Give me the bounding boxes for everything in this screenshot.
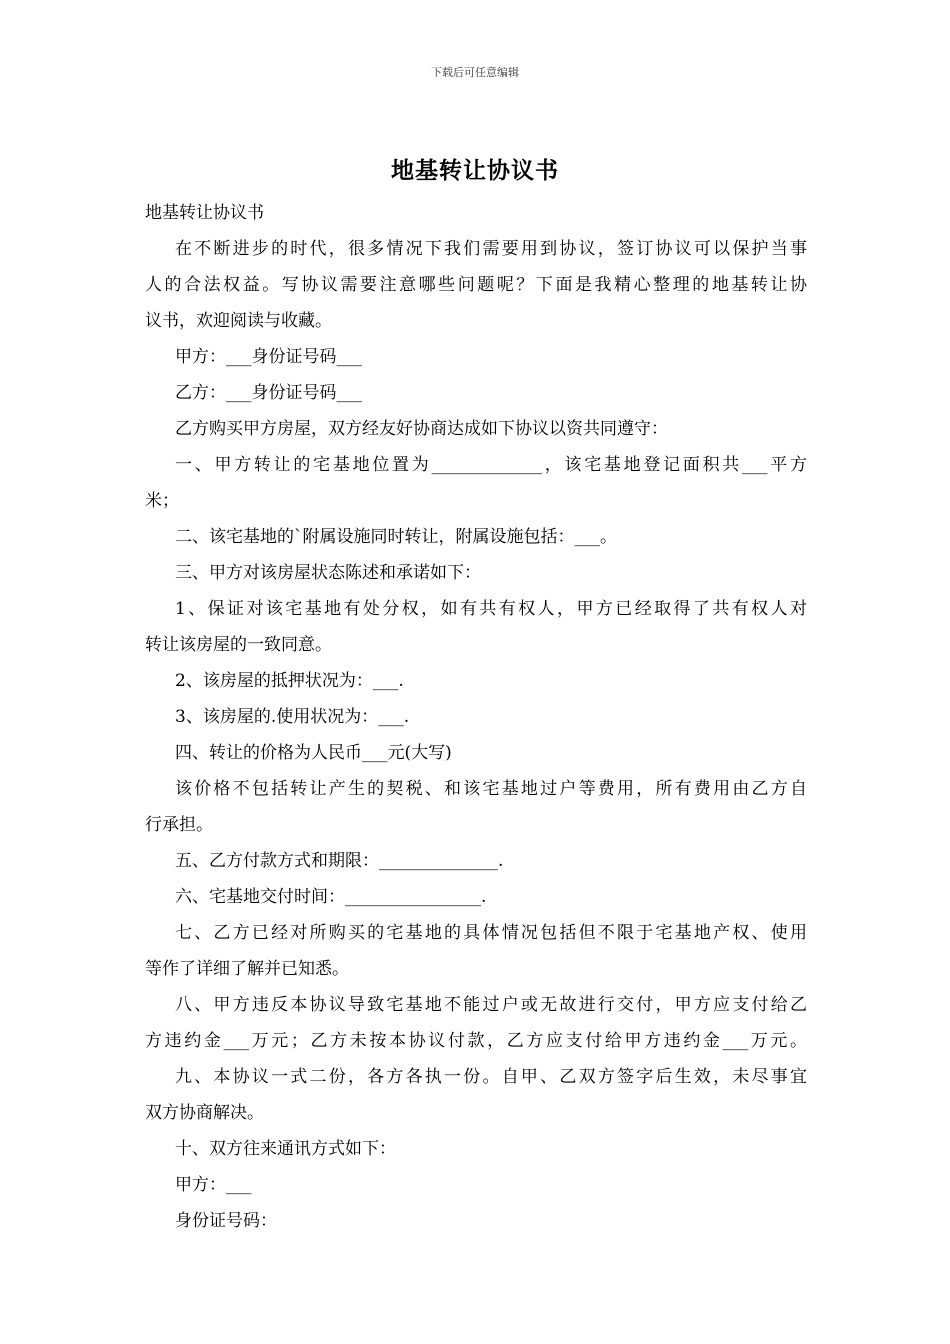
text-line: 甲方：___身份证号码___ [175,347,362,367]
text-line: 3、该房屋的.使用状况为：___. [175,707,410,727]
text-line: 在不断进步的时代，很多情况下我们需要用到协议，签订协议可以保护当事 [175,239,807,259]
text-line: 九、本协议一式二份，各方各执一份。自甲、乙双方签字后生效，未尽事宜 [175,1067,807,1087]
text-line: 人的合法权益。写协议需要注意哪些问题呢？下面是我精心整理的地基转让协 [145,275,807,295]
text-line: 七、乙方已经对所购买的宅基地的具体情况包括但不限于宅基地产权、使用 [175,923,807,943]
text-line: 八、甲方违反本协议导致宅基地不能过户或无故进行交付，甲方应支付给乙 [175,995,807,1015]
text-line: 三、甲方对该房屋状态陈述和承诺如下： [175,563,481,583]
text-line: 双方协商解决。 [145,1103,264,1123]
text-line: 二、该宅基地的`附属设施同时转让，附属设施包括：___。 [175,527,617,547]
text-line: 乙方购买甲方房屋，双方经友好协商达成如下协议以资共同遵守： [175,419,668,439]
text-line: 行承担。 [145,815,213,835]
text-line: 该价格不包括转让产生的契税、和该宅基地过户等费用，所有费用由乙方自 [175,779,807,799]
text-line: 身份证号码： [175,1211,277,1231]
text-line: 议书，欢迎阅读与收藏。 [145,311,332,331]
text-line: 米； [145,491,179,511]
text-line: 十、双方往来通讯方式如下： [175,1139,396,1159]
text-line: 五、乙方付款方式和期限：______________. [175,851,504,871]
text-line: 甲方：___ [175,1175,252,1195]
text-line: 等作了详细了解并已知悉。 [145,959,349,979]
document-body [145,195,807,1239]
text-line: 转让该房屋的一致同意。 [145,635,332,655]
page-header-note: 下载后可任意编辑 [431,66,519,79]
text-line: 四、转让的价格为人民币___元(大写) [175,743,452,763]
text-line: 一、甲方转让的宅基地位置为_____________，该宅基地登记面积共___平方 [175,455,807,475]
text-line: 方违约金___万元；乙方未按本协议付款，乙方应支付给甲方违约金___万元。 [145,1031,807,1051]
document-title: 地基转让协议书 [391,157,559,184]
text-line: 乙方：___身份证号码___ [175,383,362,403]
text-line: 地基转让协议书 [145,203,264,223]
text-line: 六、宅基地交付时间：________________. [175,887,487,907]
text-line: 1、保证对该宅基地有处分权，如有共有权人，甲方已经取得了共有权人对 [175,599,807,619]
text-line: 2、该房屋的抵押状况为：___. [175,671,404,691]
